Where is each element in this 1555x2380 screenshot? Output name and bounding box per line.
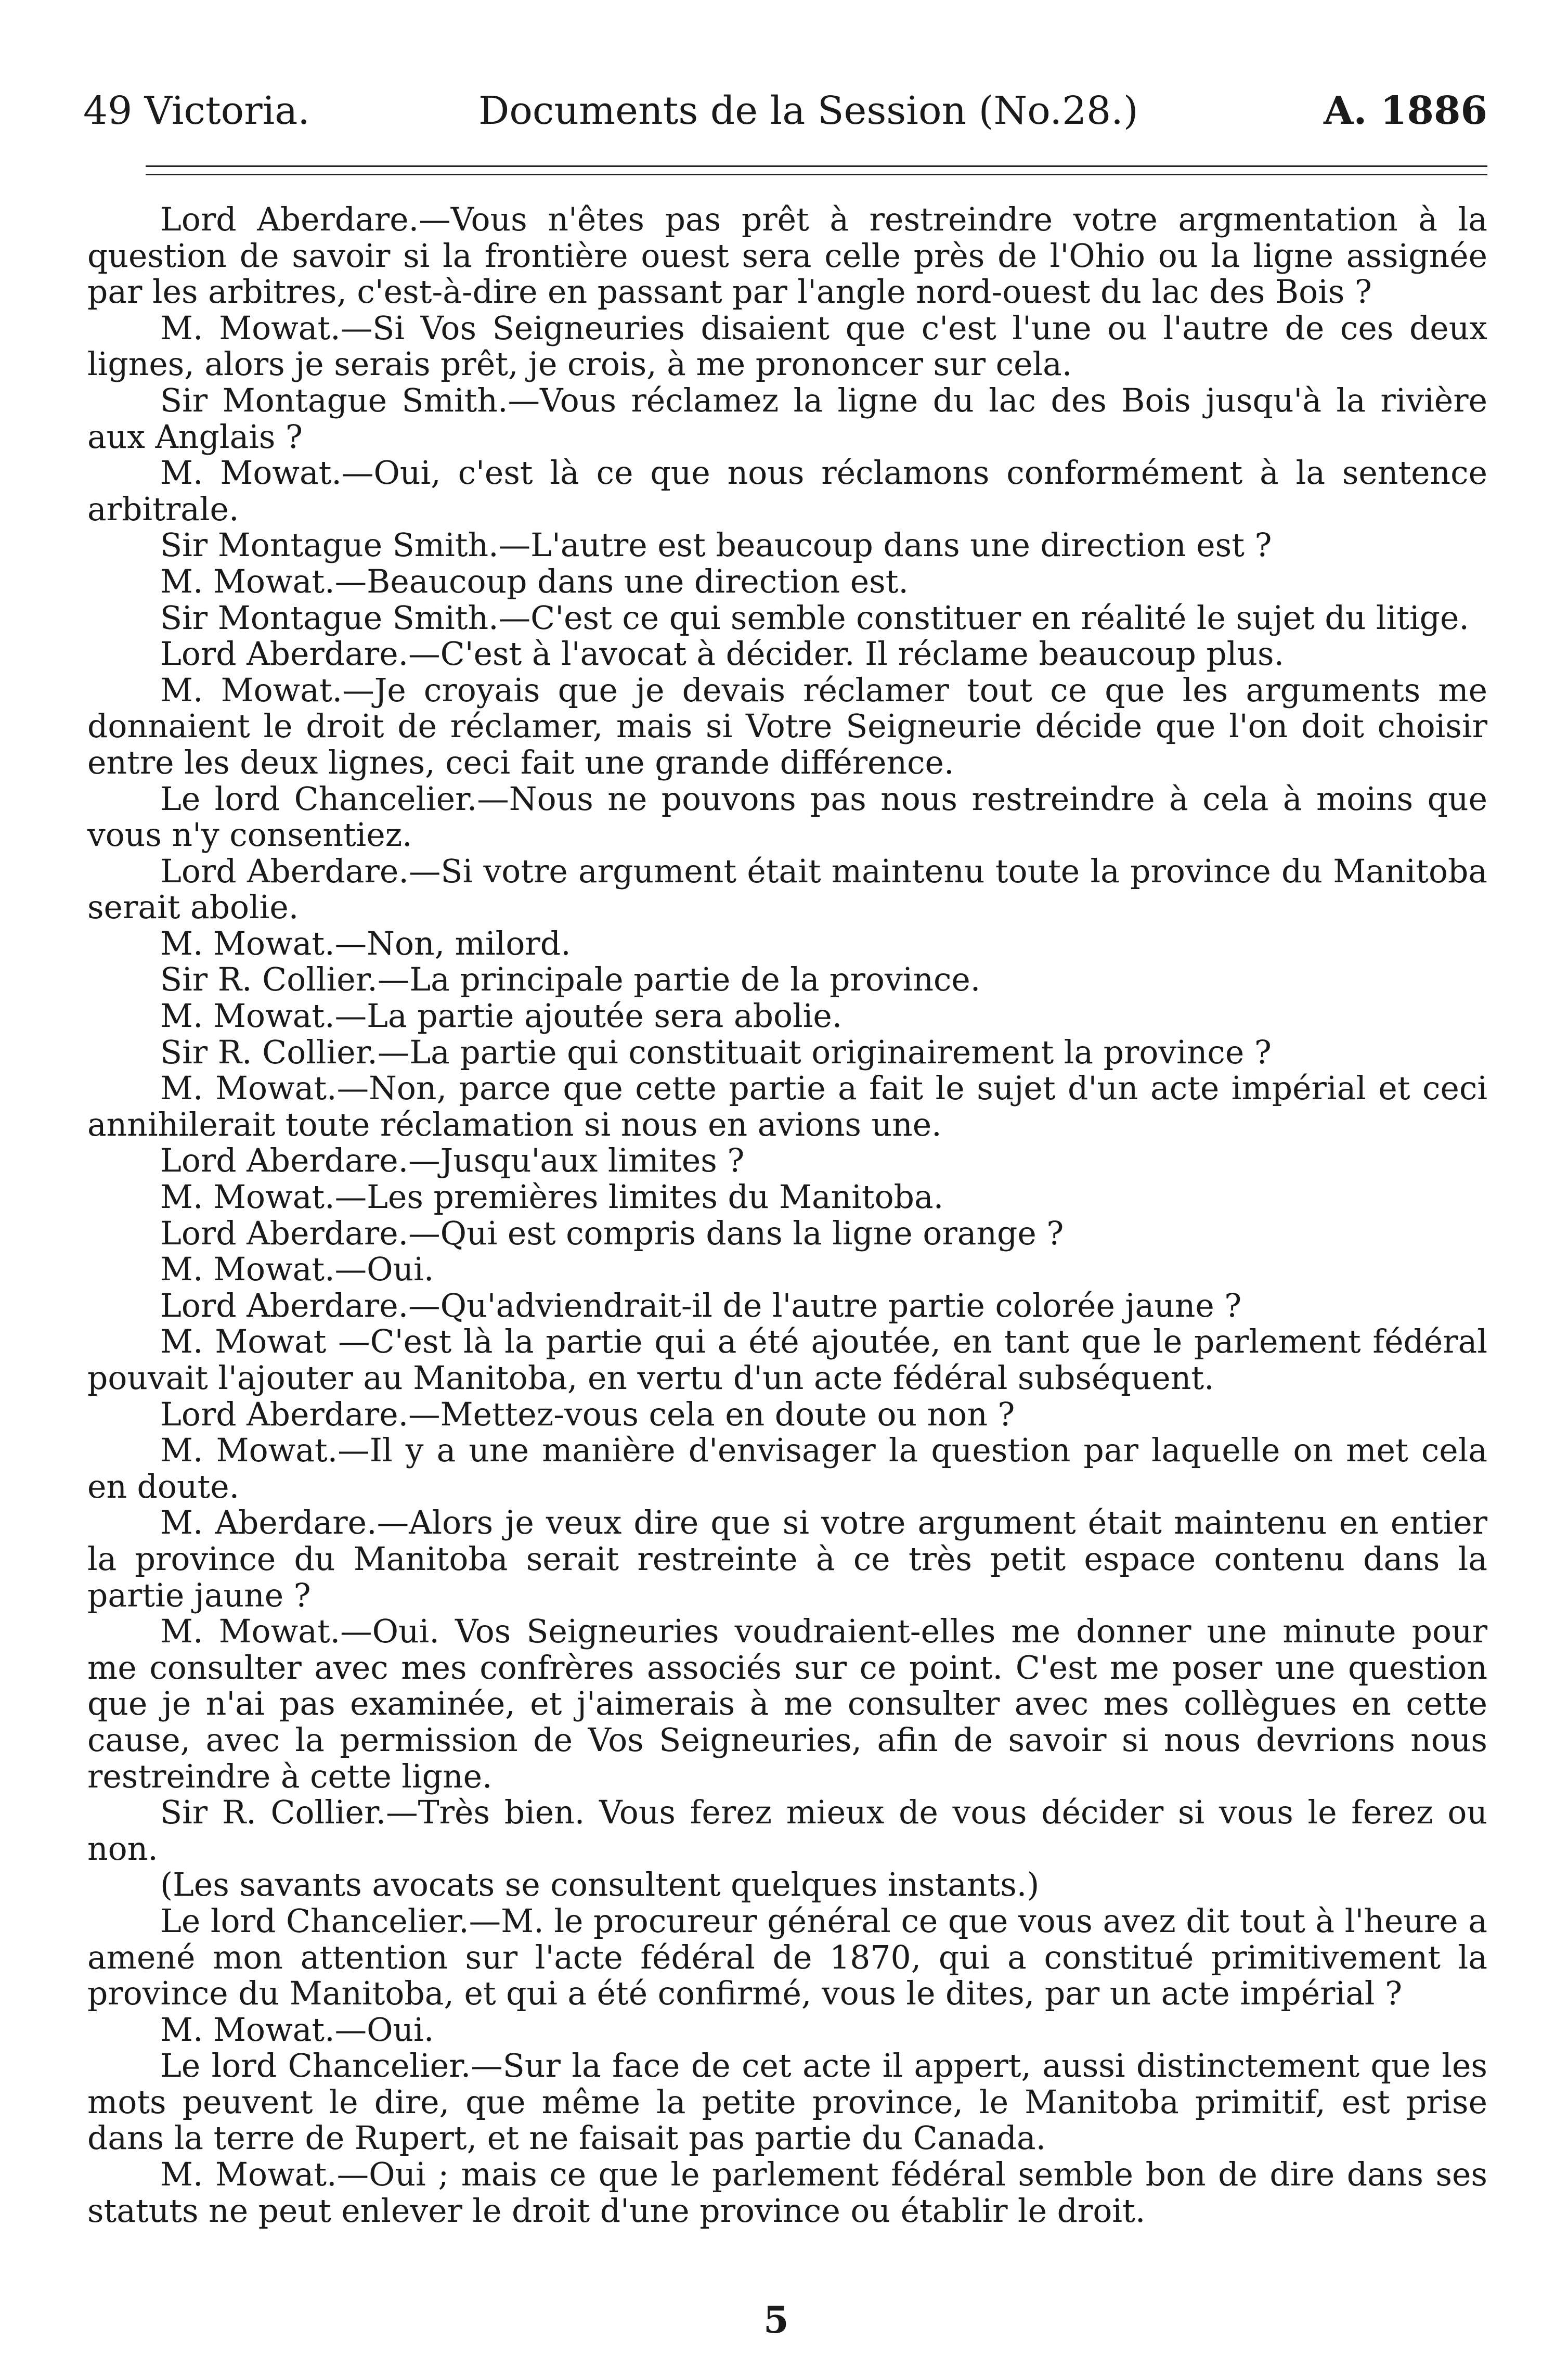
- paragraph: M. Mowat —C'est là la partie qui a été ajoutée, en tant que le parlement fédéral pouvait l'ajouter au Manitoba, en vertu d'un acte fédéral subséquent.: [87, 1323, 1487, 1397]
- paragraph: Sir Montague Smith.—Vous réclamez la ligne du lac des Bois jusqu'à la rivière aux Anglais ?: [87, 381, 1487, 456]
- paragraph: Lord Aberdare.—Vous n'êtes pas prêt à restreindre votre argmentation à la question de savoir si la frontière ouest sera celle près de l'Ohio ou la ligne assignée par les arbitres, c'est-à-dire en passant par l'angle nord-ouest du lac des Bois ?: [87, 201, 1487, 311]
- paragraph: M. Mowat.—La partie ajoutée sera abolie.: [160, 997, 843, 1035]
- paragraph: Sir Montague Smith.—L'autre est beaucoup dans une direction est ?: [160, 526, 1272, 564]
- header-rule-bottom: [146, 174, 1487, 175]
- paragraph: Le lord Chancelier.—Sur la face de cet acte il appert, aussi distinctement que les mots peuvent le dire, que même la petite province, le Manitoba primitif, est prise dans la terre de Rupert, et ne faisait pas partie du Canada.: [87, 2047, 1487, 2157]
- running-header: [83, 78, 1487, 140]
- paragraph: M. Mowat.—Les premières limites du Manitoba.: [160, 1178, 944, 1216]
- paragraph: Lord Aberdare.—Si votre argument était maintenu toute la province du Manitoba serait abolie.: [87, 852, 1487, 927]
- header-title: Documents de la Session (No.28.): [478, 88, 1138, 133]
- paragraph: Sir R. Collier.—La principale partie de la province.: [160, 961, 981, 999]
- stage-direction: (Les savants avocats se consultent quelques instants.): [160, 1866, 1040, 1904]
- paragraph: Lord Aberdare.—Mettez-vous cela en doute ou non ?: [160, 1395, 1015, 1433]
- paragraph: M. Mowat.—Non, milord.: [160, 924, 571, 962]
- paragraph: Lord Aberdare.—C'est à l'avocat à décider. Il réclame beaucoup plus.: [160, 635, 1285, 673]
- page-number: 5: [763, 2298, 789, 2342]
- paragraph: M. Mowat.—Il y a une manière d'envisager la question par laquelle on met cela en doute.: [87, 1432, 1487, 1506]
- paragraph: Sir R. Collier.—Très bien. Vous ferez mieux de vous décider si vous le ferez ou non.: [87, 1794, 1487, 1868]
- paragraph: M. Mowat.—Oui ; mais ce que le parlement fédéral semble bon de dire dans ses statuts ne peut enlever le droit d'une province ou établir le droit.: [87, 2156, 1487, 2230]
- paragraph: M. Mowat.—Oui.: [160, 1251, 434, 1289]
- header-volume: 49 Victoria.: [83, 88, 310, 133]
- paragraph: M. Mowat.—Je croyais que je devais réclamer tout ce que les arguments me donnaient le droit de réclamer, mais si Votre Seigneurie décide que l'on doit choisir entre les deux lignes, ceci fait une grande différence.: [87, 671, 1487, 781]
- paragraph: M. Mowat.—Oui.: [160, 2011, 434, 2049]
- paragraph: M. Mowat.—Beaucoup dans une direction est.: [160, 562, 909, 600]
- paragraph: Sir Montague Smith.—C'est ce qui semble constituer en réalité le sujet du litige.: [160, 599, 1469, 637]
- paragraph: Le lord Chancelier.—M. le procureur général ce que vous avez dit tout à l'heure a amené mon attention sur l'acte fédéral de 1870, qui a constitué primitivement la province du Manitoba, et qui a été confirmé, vous le dites, par un acte impérial ?: [87, 1902, 1487, 2013]
- paragraph: Lord Aberdare.—Jusqu'aux limites ?: [160, 1142, 745, 1180]
- header-year: A. 1886: [1324, 88, 1487, 133]
- header-rule-top: [146, 165, 1487, 167]
- paragraph: Lord Aberdare.—Qu'adviendrait-il de l'autre partie colorée jaune ?: [160, 1287, 1242, 1324]
- paragraph: M. Mowat.—Non, parce que cette partie a fait le sujet d'un acte impérial et ceci annihilerait toute réclamation si nous en avions une.: [87, 1070, 1487, 1143]
- paragraph: M. Mowat.—Oui, c'est là ce que nous réclamons conformément à la sentence arbitrale.: [87, 454, 1487, 528]
- paragraph: Lord Aberdare.—Qui est compris dans la ligne orange ?: [160, 1214, 1064, 1252]
- paragraph: M. Mowat.—Oui. Vos Seigneuries voudraient-elles me donner une minute pour me consulter avec mes confrères associés sur ce point. C'est me poser une question que je n'ai pas examinée, et j'aimerais à me consulter avec mes collègues en cette cause, avec la permission de Vos Seigneuries, afin de savoir si nous devrions nous restreindre à cette ligne.: [87, 1613, 1487, 1795]
- transcript-body: [87, 202, 1487, 2229]
- paragraph: Le lord Chancelier.—Nous ne pouvons pas nous restreindre à cela à moins que vous n'y consentiez.: [87, 780, 1487, 854]
- paragraph: M. Mowat.—Si Vos Seigneuries disaient que c'est l'une ou l'autre de ces deux lignes, alors je serais prêt, je crois, à me prononcer sur cela.: [87, 309, 1487, 383]
- paragraph: Sir R. Collier.—La partie qui constituait originairement la province ?: [160, 1033, 1272, 1071]
- paragraph: M. Aberdare.—Alors je veux dire que si votre argument était maintenu en entier la province du Manitoba serait restreinte à ce très petit espace contenu dans la partie jaune ?: [87, 1504, 1487, 1614]
